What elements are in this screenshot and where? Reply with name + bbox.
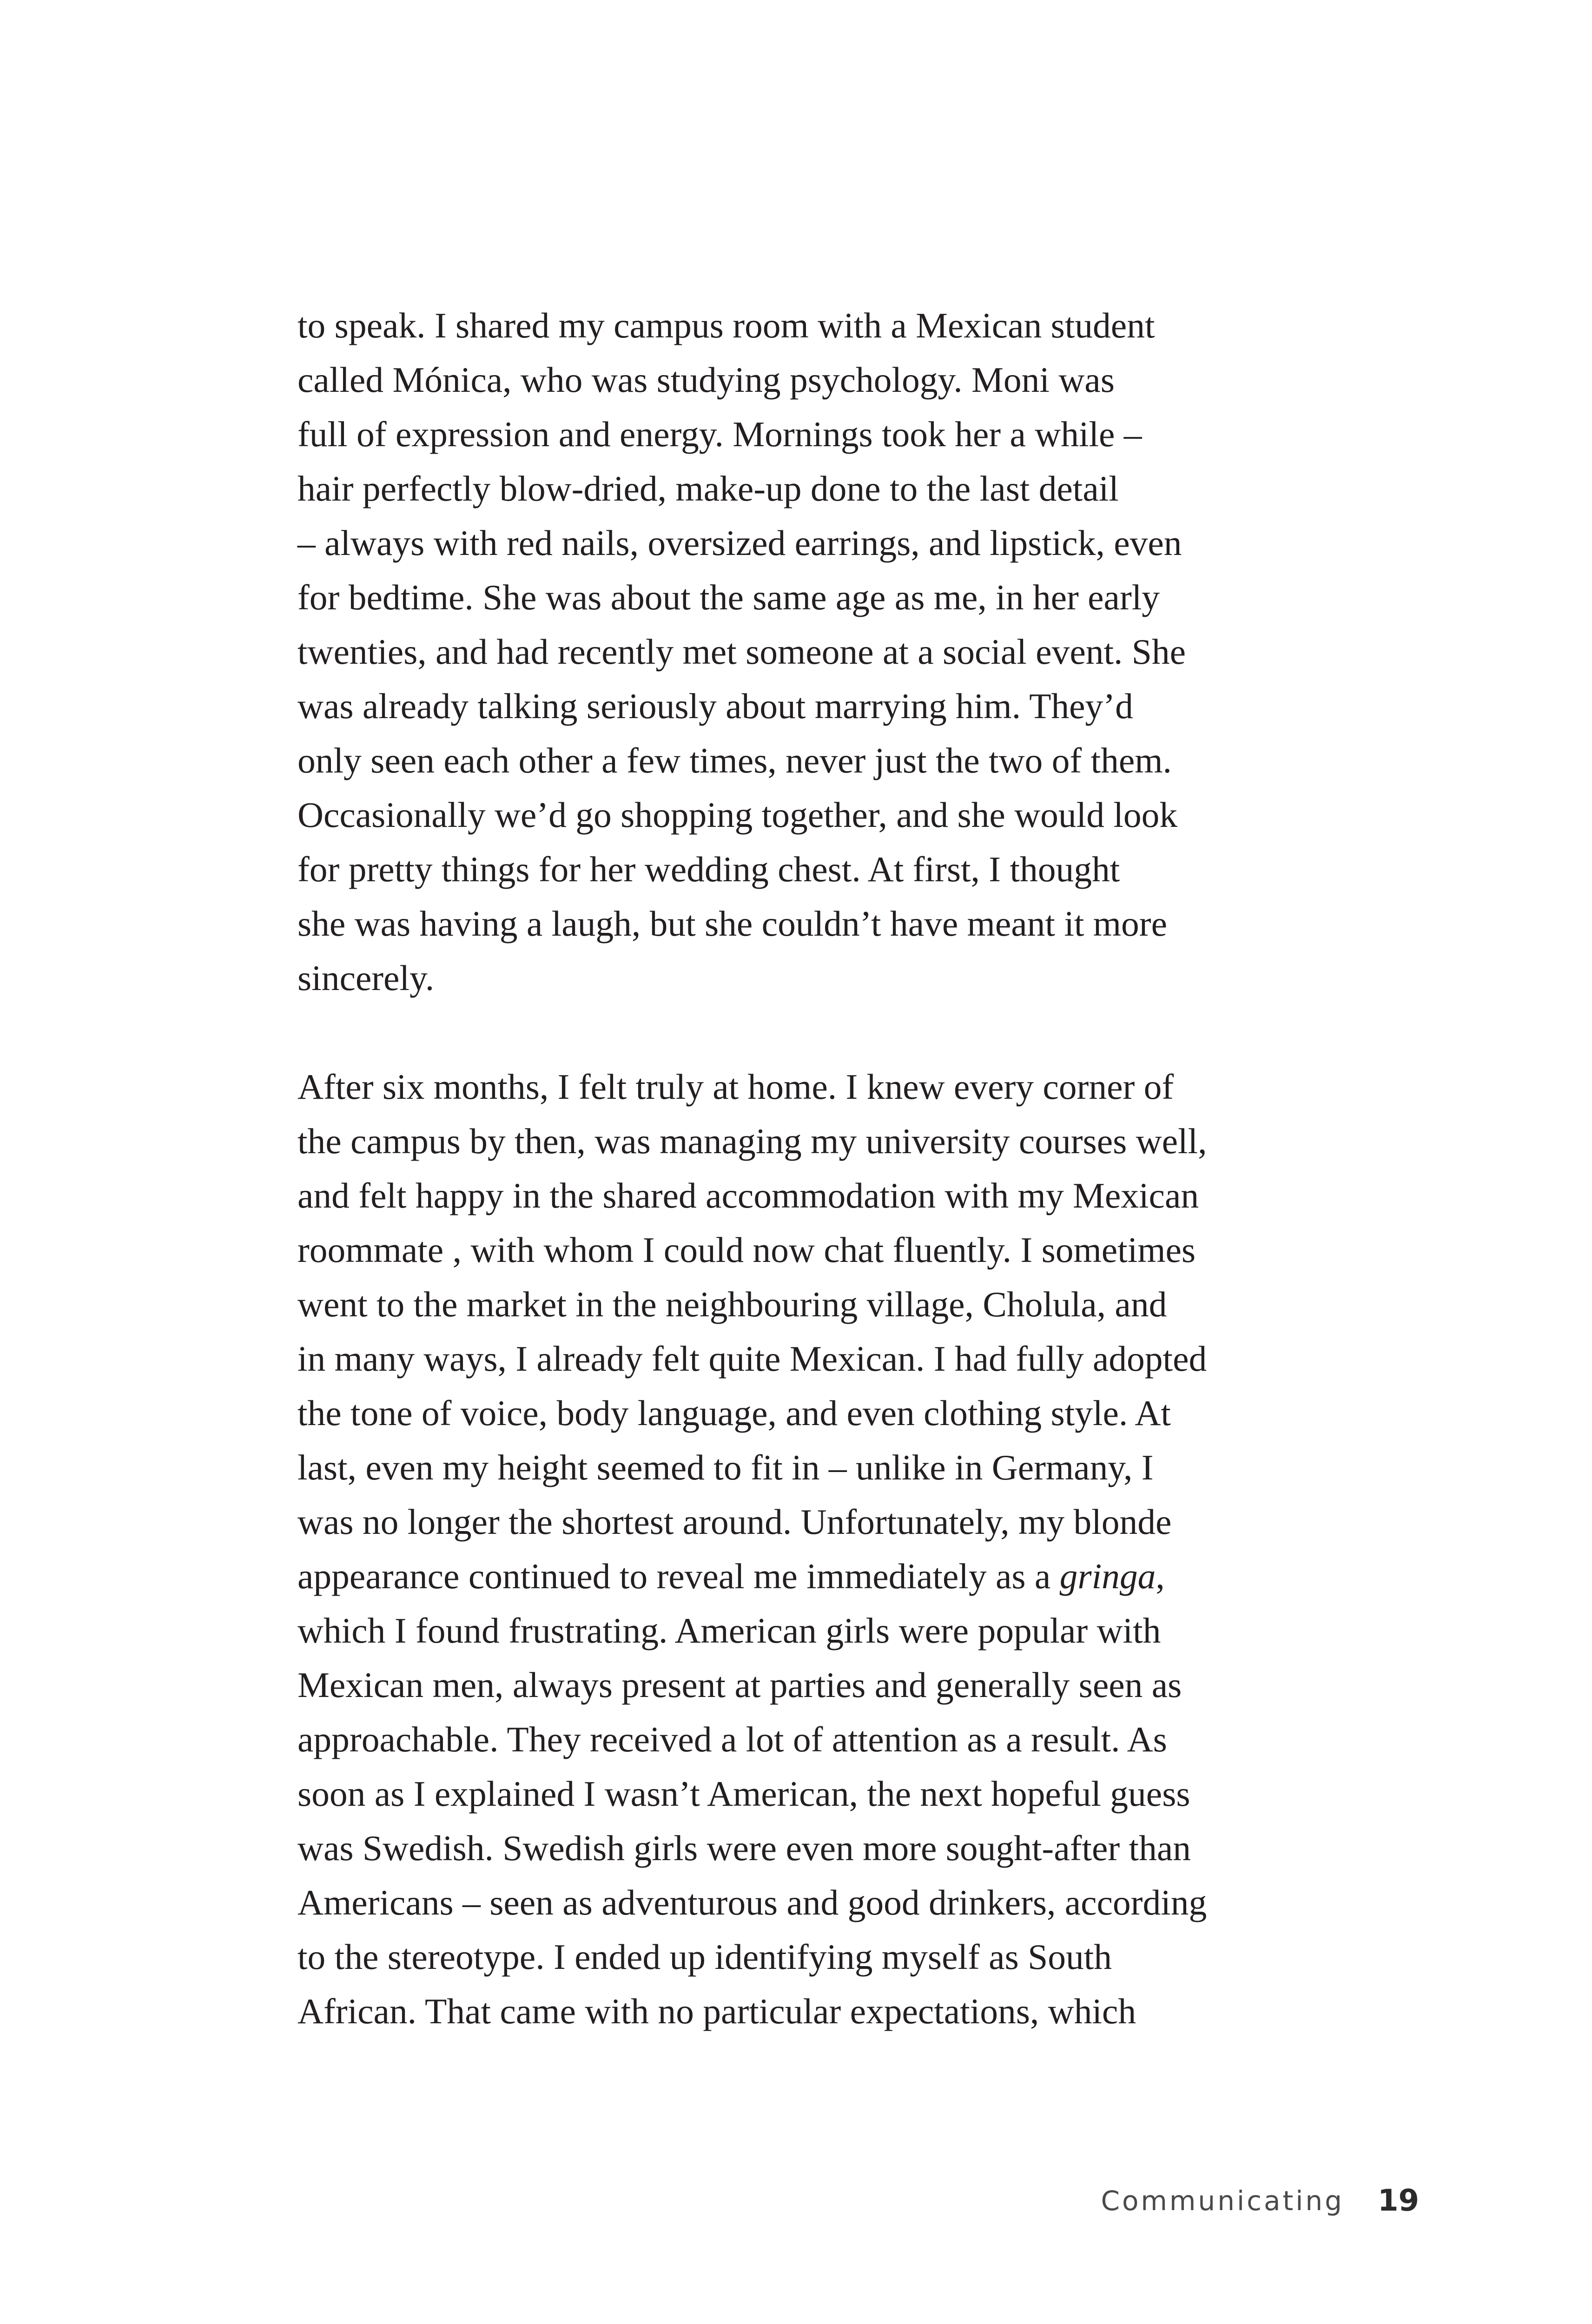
text-line: roommate , with whom I could now chat fluently. I sometimes [297, 1230, 1196, 1270]
text-line: full of expression and energy. Mornings took her a while – [297, 414, 1142, 454]
text-line: to the stereotype. I ended up identifying myself as South [297, 1937, 1112, 1977]
text-line: which I found frustrating. American girls were popular with [297, 1611, 1161, 1651]
paragraph-2 [297, 1060, 1362, 2039]
text-line: for bedtime. She was about the same age as me, in her early [297, 577, 1160, 617]
text-line: was no longer the shortest around. Unfortunately, my blonde [297, 1502, 1172, 1542]
paragraph-1 [297, 298, 1362, 1005]
page-number: 19 [1377, 2184, 1419, 2218]
text-segment: appearance continued to reveal me immediately as a [297, 1556, 1060, 1596]
text-line: in many ways, I already felt quite Mexican. I had fully adopted [297, 1339, 1207, 1379]
body-text [297, 298, 1362, 2039]
text-line: Americans – seen as adventurous and good drinkers, according [297, 1882, 1207, 1922]
text-line: called Mónica, who was studying psychology. Moni was [297, 360, 1115, 400]
text-line: sincerely. [297, 958, 435, 998]
text-line: hair perfectly blow-dried, make-up done to the last detail [297, 469, 1119, 508]
page-footer [1101, 2180, 1419, 2222]
text-line: approachable. They received a lot of attention as a result. As [297, 1719, 1167, 1759]
text-line: Occasionally we’d go shopping together, and she would look [297, 795, 1178, 835]
italic-word: gringa [1059, 1556, 1156, 1596]
text-line: went to the market in the neighbouring village, Cholula, and [297, 1284, 1167, 1324]
text-line: last, even my height seemed to fit in – unlike in Germany, I [297, 1447, 1154, 1487]
text-line: the campus by then, was managing my university courses well, [297, 1121, 1207, 1161]
text-line: twenties, and had recently met someone at a social event. She [297, 632, 1186, 672]
text-line: Mexican men, always present at parties and generally seen as [297, 1665, 1182, 1705]
text-line: to speak. I shared my campus room with a Mexican student [297, 305, 1155, 345]
text-segment: , [1156, 1556, 1165, 1596]
paragraph-spacer [297, 1005, 1362, 1060]
text-line: – always with red nails, oversized earrings, and lipstick, even [297, 523, 1182, 563]
text-line: and felt happy in the shared accommodation with my Mexican [297, 1175, 1199, 1215]
text-line: she was having a laugh, but she couldn’t have meant it more [297, 904, 1168, 944]
text-line: soon as I explained I wasn’t American, the next hopeful guess [297, 1774, 1190, 1814]
text-line: only seen each other a few times, never just the two of them. [297, 740, 1172, 780]
text-line: After six months, I felt truly at home. I knew every corner of [297, 1067, 1174, 1107]
text-line: the tone of voice, body language, and even clothing style. At [297, 1393, 1171, 1433]
text-line: was already talking seriously about marrying him. They’d [297, 686, 1133, 726]
text-line-with-italic [297, 1549, 1362, 1604]
text-line: for pretty things for her wedding chest. At first, I thought [297, 849, 1120, 889]
running-footer-section: Communicating [1101, 2185, 1344, 2217]
text-line: African. That came with no particular expectations, which [297, 1991, 1136, 2031]
text-line: was Swedish. Swedish girls were even more sought-after than [297, 1828, 1191, 1868]
